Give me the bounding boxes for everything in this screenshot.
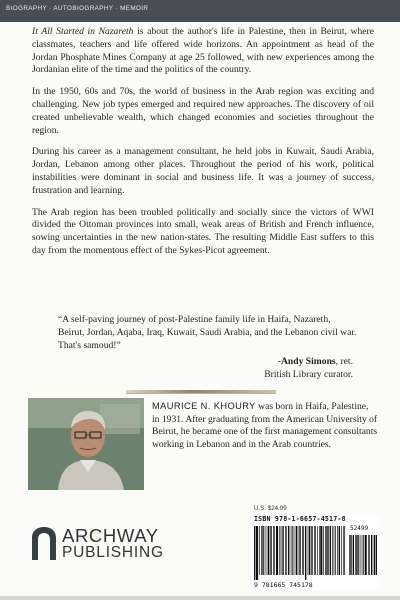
description-paragraph-3: During his career as a management consultant, he held jobs in Kuwait, Saudi Arabia, Jordan, Lebanon among other places. Throughout the period of his work, political instabilities were dominant in social and business life. It was a journey of success, frustration and learning. [32, 146, 374, 196]
book-title: It All Started in Nazareth [32, 26, 134, 37]
barcode-block [252, 515, 380, 590]
blurb-quote-text: “A self-paving journey of post-Palestine family life in Haifa, Nazareth, Beirut, Jordan, Aqaba, Iraq, Kuwait, Saudi Arabia, and the Lebanon civil war. That's samoud!” [58, 314, 357, 351]
barcode-number: 9 781665 745178 [254, 581, 313, 589]
blurb-quote [58, 314, 358, 353]
publisher-name [62, 527, 164, 561]
price-addon-barcode [349, 535, 377, 580]
archway-logo-icon [30, 526, 58, 560]
description-paragraph-4: The Arab region has been troubled politically and socially since the victors of WWI divided the Ottoman provinces into small, weak areas of British and French influence, sowing uncertainties in the new nation-states. The resulting Middle East suffers to this day from the momentous effect of the Sykes-Picot agreement. [32, 206, 374, 256]
author-photo [28, 398, 144, 490]
ornamental-divider-underline [126, 393, 276, 394]
description-paragraph-2: In the 1950, 60s and 70s, the world of business in the Arab region was exciting and challenging. New job types emerged and required new approaches. The discovery of oil created unbelievable wealth, which changed economies and societies throughout the region. [32, 86, 374, 136]
blurb-author-name: -Andy Simons [277, 356, 336, 367]
isbn-label: ISBN 978-1-6657-4517-8 [254, 515, 346, 523]
addon-code: 52499 [350, 525, 369, 532]
description-paragraph-1-text: is about the author's life in Palestine, then in Beirut, where classmates, teachers and life offered wide horizons. An appointment as head of the Jordan Phosphate Mines Company at age 25 followed, with new experiences among the Jordanian elite of the time and the politics of the country. [32, 26, 374, 76]
category-label: BIOGRAPHY · AUTOBIOGRAPHY · MEMOIR [6, 5, 149, 12]
blurb-author-title: British Library curator. [264, 368, 353, 380]
description [32, 26, 374, 267]
description-paragraph-1 [32, 26, 374, 77]
isbn-barcode [254, 526, 346, 580]
blurb-attribution [264, 356, 353, 381]
publisher-name-line1: ARCHWAY [62, 525, 159, 546]
author-photo-image [28, 398, 144, 490]
author-bio [152, 400, 378, 451]
author-bio-text: was born in Haifa, Palestine, in 1931. After graduating from the American University of Beirut, he became one of the first management consultants working in Lebanon and in the Arab countries. [152, 401, 378, 450]
category-bar [0, 0, 400, 22]
publisher-name-line2: PUBLISHING [62, 544, 164, 561]
author-name: MAURICE N. KHOURY [152, 401, 256, 411]
bottom-edge [0, 596, 400, 600]
blurb-author-line [264, 356, 353, 369]
price-label: U.S. $24.99 [254, 505, 287, 512]
blurb-author-suffix: , ret. [335, 356, 353, 367]
